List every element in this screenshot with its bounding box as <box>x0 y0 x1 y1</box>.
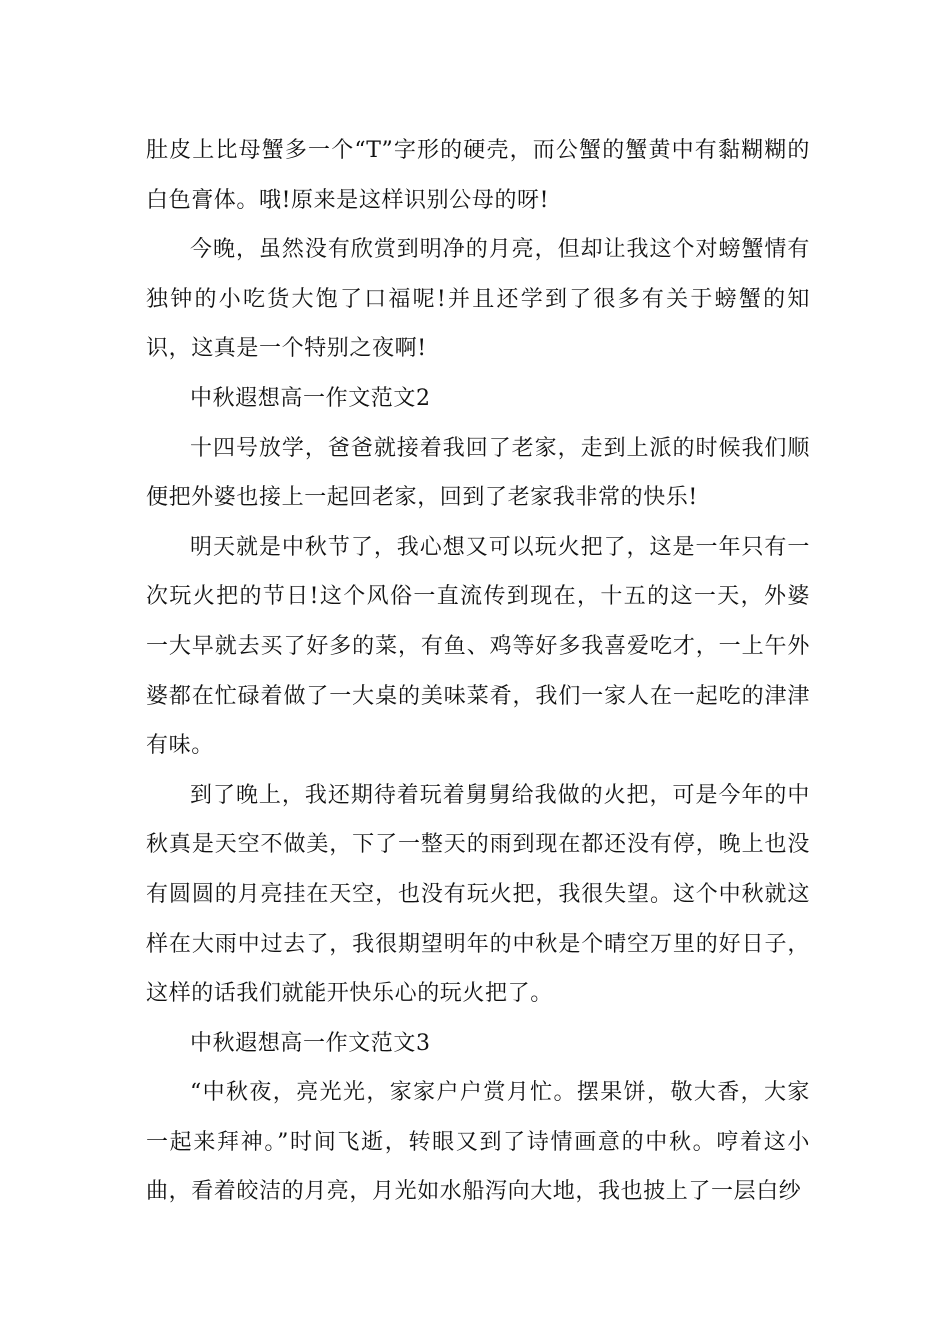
document-body <box>146 126 810 1217</box>
paragraph-6: “中秋夜，亮光光，家家户户赏月忙。摆果饼，敬大香，大家一起来拜神。”时间飞逝，转眼又到了诗情画意的中秋。哼着这小曲，看着皎洁的月亮，月光如水船泻向大地，我也披上了一层白纱 <box>146 1080 810 1205</box>
paragraph-5: 到了晚上，我还期待着玩着舅舅给我做的火把，可是今年的中秋真是天空不做美，下了一整天的雨到现在都还没有停，晚上也没有圆圆的月亮挂在天空，也没有玩火把，我很失望。这个中秋就这样在大雨中过去了，我很期望明年的中秋是个晴空万里的好日子，这样的话我们就能开快乐心的玩火把了。 <box>146 782 810 1007</box>
paragraph-4: 明天就是中秋节了，我心想又可以玩火把了，这是一年只有一次玩火把的节日!这个风俗一直流传到现在，十五的这一天，外婆一大早就去买了好多的菜，有鱼、鸡等好多我喜爱吃才，一上午外婆都在忙碌着做了一大桌的美味菜肴，我们一家人在一起吃的津津有味。 <box>146 534 810 759</box>
paragraph-2: 今晚，虽然没有欣赏到明净的月亮，但却让我这个对螃蟹情有独钟的小吃货大饱了口福呢!并且还学到了很多有关于螃蟹的知识，这真是一个特别之夜啊! <box>146 237 810 362</box>
paragraph-1: 肚皮上比母蟹多一个“T”字形的硬壳，而公蟹的蟹黄中有黏糊糊的白色膏体。哦!原来是这样识别公母的呀! <box>146 138 810 213</box>
section-heading-2: 中秋遐想高一作文范文2 <box>190 385 431 411</box>
paragraph-3: 十四号放学，爸爸就接着我回了老家，走到上派的时候我们顺便把外婆也接上一起回老家，回到了老家我非常的快乐! <box>146 435 810 511</box>
section-heading-3: 中秋遐想高一作文范文3 <box>190 1030 431 1056</box>
